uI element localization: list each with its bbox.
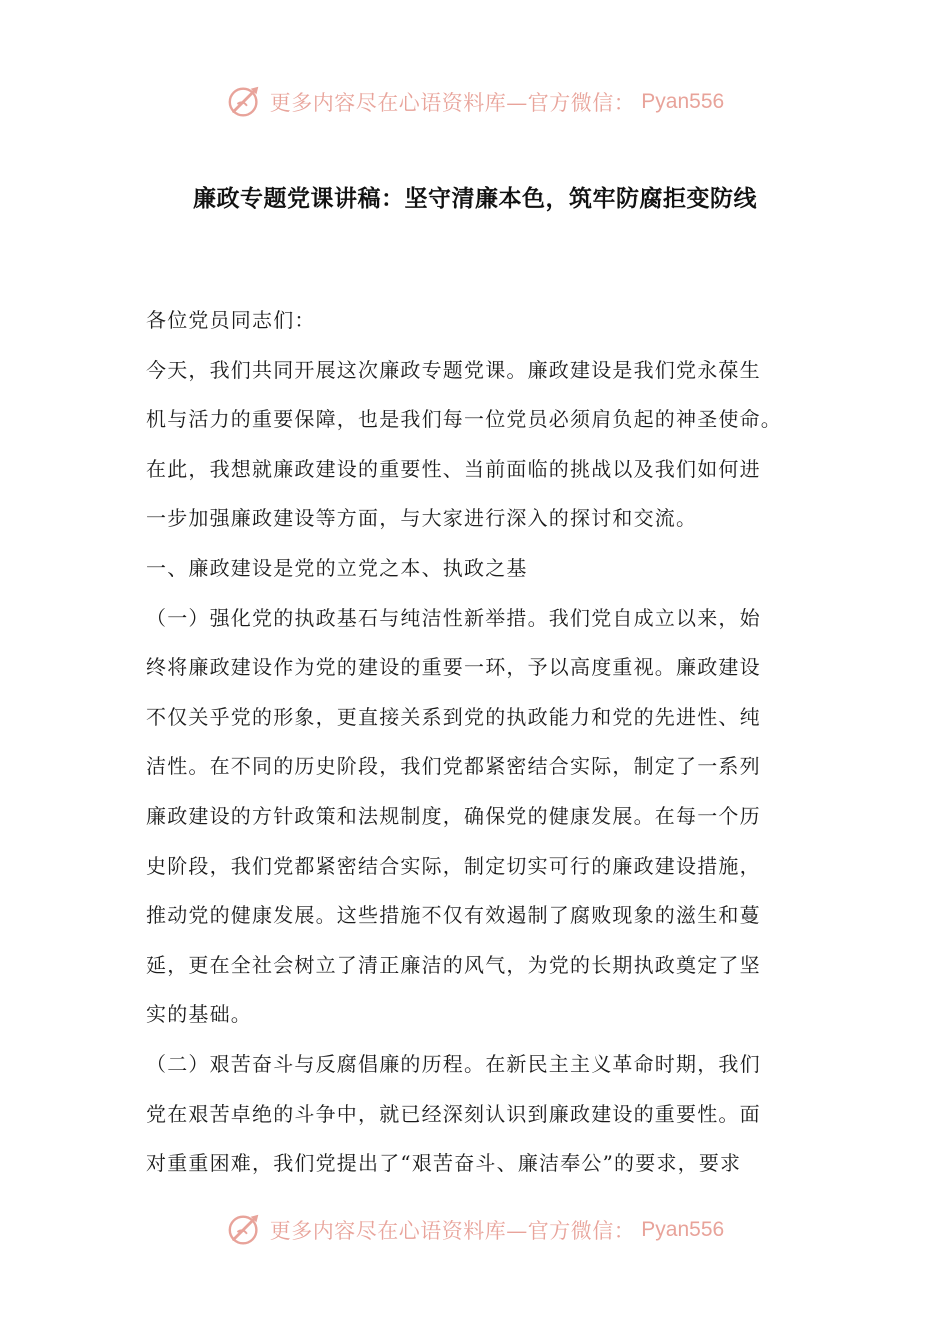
text-line: 推动党的健康发展。这些措施不仅有效遏制了腐败现象的滋生和蔓 bbox=[146, 903, 761, 928]
pen-logo-icon bbox=[226, 1211, 264, 1249]
watermark-wechat-id: Pyan556 bbox=[641, 90, 725, 113]
header-watermark bbox=[0, 82, 950, 122]
document-body bbox=[146, 296, 814, 1189]
text-line: 史阶段，我们党都紧密结合实际，制定切实可行的廉政建设措施， bbox=[146, 853, 761, 878]
text-line: （二）艰苦奋斗与反腐倡廉的历程。在新民主主义革命时期，我们 bbox=[146, 1051, 761, 1076]
watermark-text: 更多内容尽在心语资料库—官方微信： bbox=[269, 1219, 636, 1243]
text-line: 洁性。在不同的历史阶段，我们党都紧密结合实际，制定了一系列 bbox=[146, 754, 761, 779]
text-line: 实的基础。 bbox=[146, 1002, 252, 1027]
section-heading: 一、廉政建设是党的立党之本、执政之基 bbox=[146, 555, 528, 580]
text-line: 今天，我们共同开展这次廉政专题党课。廉政建设是我们党永葆生 bbox=[146, 357, 761, 382]
footer-watermark bbox=[0, 1210, 950, 1250]
text-line: 延，更在全社会树立了清正廉洁的风气，为党的长期执政奠定了坚 bbox=[146, 952, 761, 977]
text-line: 机与活力的重要保障，也是我们每一位党员必须肩负起的神圣使命。 bbox=[146, 407, 782, 432]
text-line: 对重重困难，我们党提出了“艰苦奋斗、廉洁奉公”的要求，要求 bbox=[146, 1151, 742, 1176]
text-line: 不仅关乎党的形象，更直接关系到党的执政能力和党的先进性、纯 bbox=[146, 704, 761, 729]
text-line: 在此，我想就廉政建设的重要性、当前面临的挑战以及我们如何进 bbox=[146, 456, 761, 481]
text-line: 党在艰苦卓绝的斗争中，就已经深刻认识到廉政建设的重要性。面 bbox=[146, 1101, 761, 1126]
text-line: 一步加强廉政建设等方面，与大家进行深入的探讨和交流。 bbox=[146, 506, 698, 531]
text-line: 各位党员同志们： bbox=[146, 308, 316, 332]
text-line: 终将廉政建设作为党的建设的重要一环，予以高度重视。廉政建设 bbox=[146, 655, 761, 680]
text-line: 廉政建设的方针政策和法规制度，确保党的健康发展。在每一个历 bbox=[146, 803, 761, 828]
text-line: （一）强化党的执政基石与纯洁性新举措。我们党自成立以来，始 bbox=[146, 605, 761, 630]
document-title: 廉政专题党课讲稿：坚守清廉本色，筑牢防腐拒变防线 bbox=[193, 186, 757, 212]
watermark-text: 更多内容尽在心语资料库—官方微信： bbox=[269, 91, 636, 115]
watermark-wechat-id: Pyan556 bbox=[641, 1218, 725, 1241]
pen-logo-icon bbox=[226, 83, 264, 121]
